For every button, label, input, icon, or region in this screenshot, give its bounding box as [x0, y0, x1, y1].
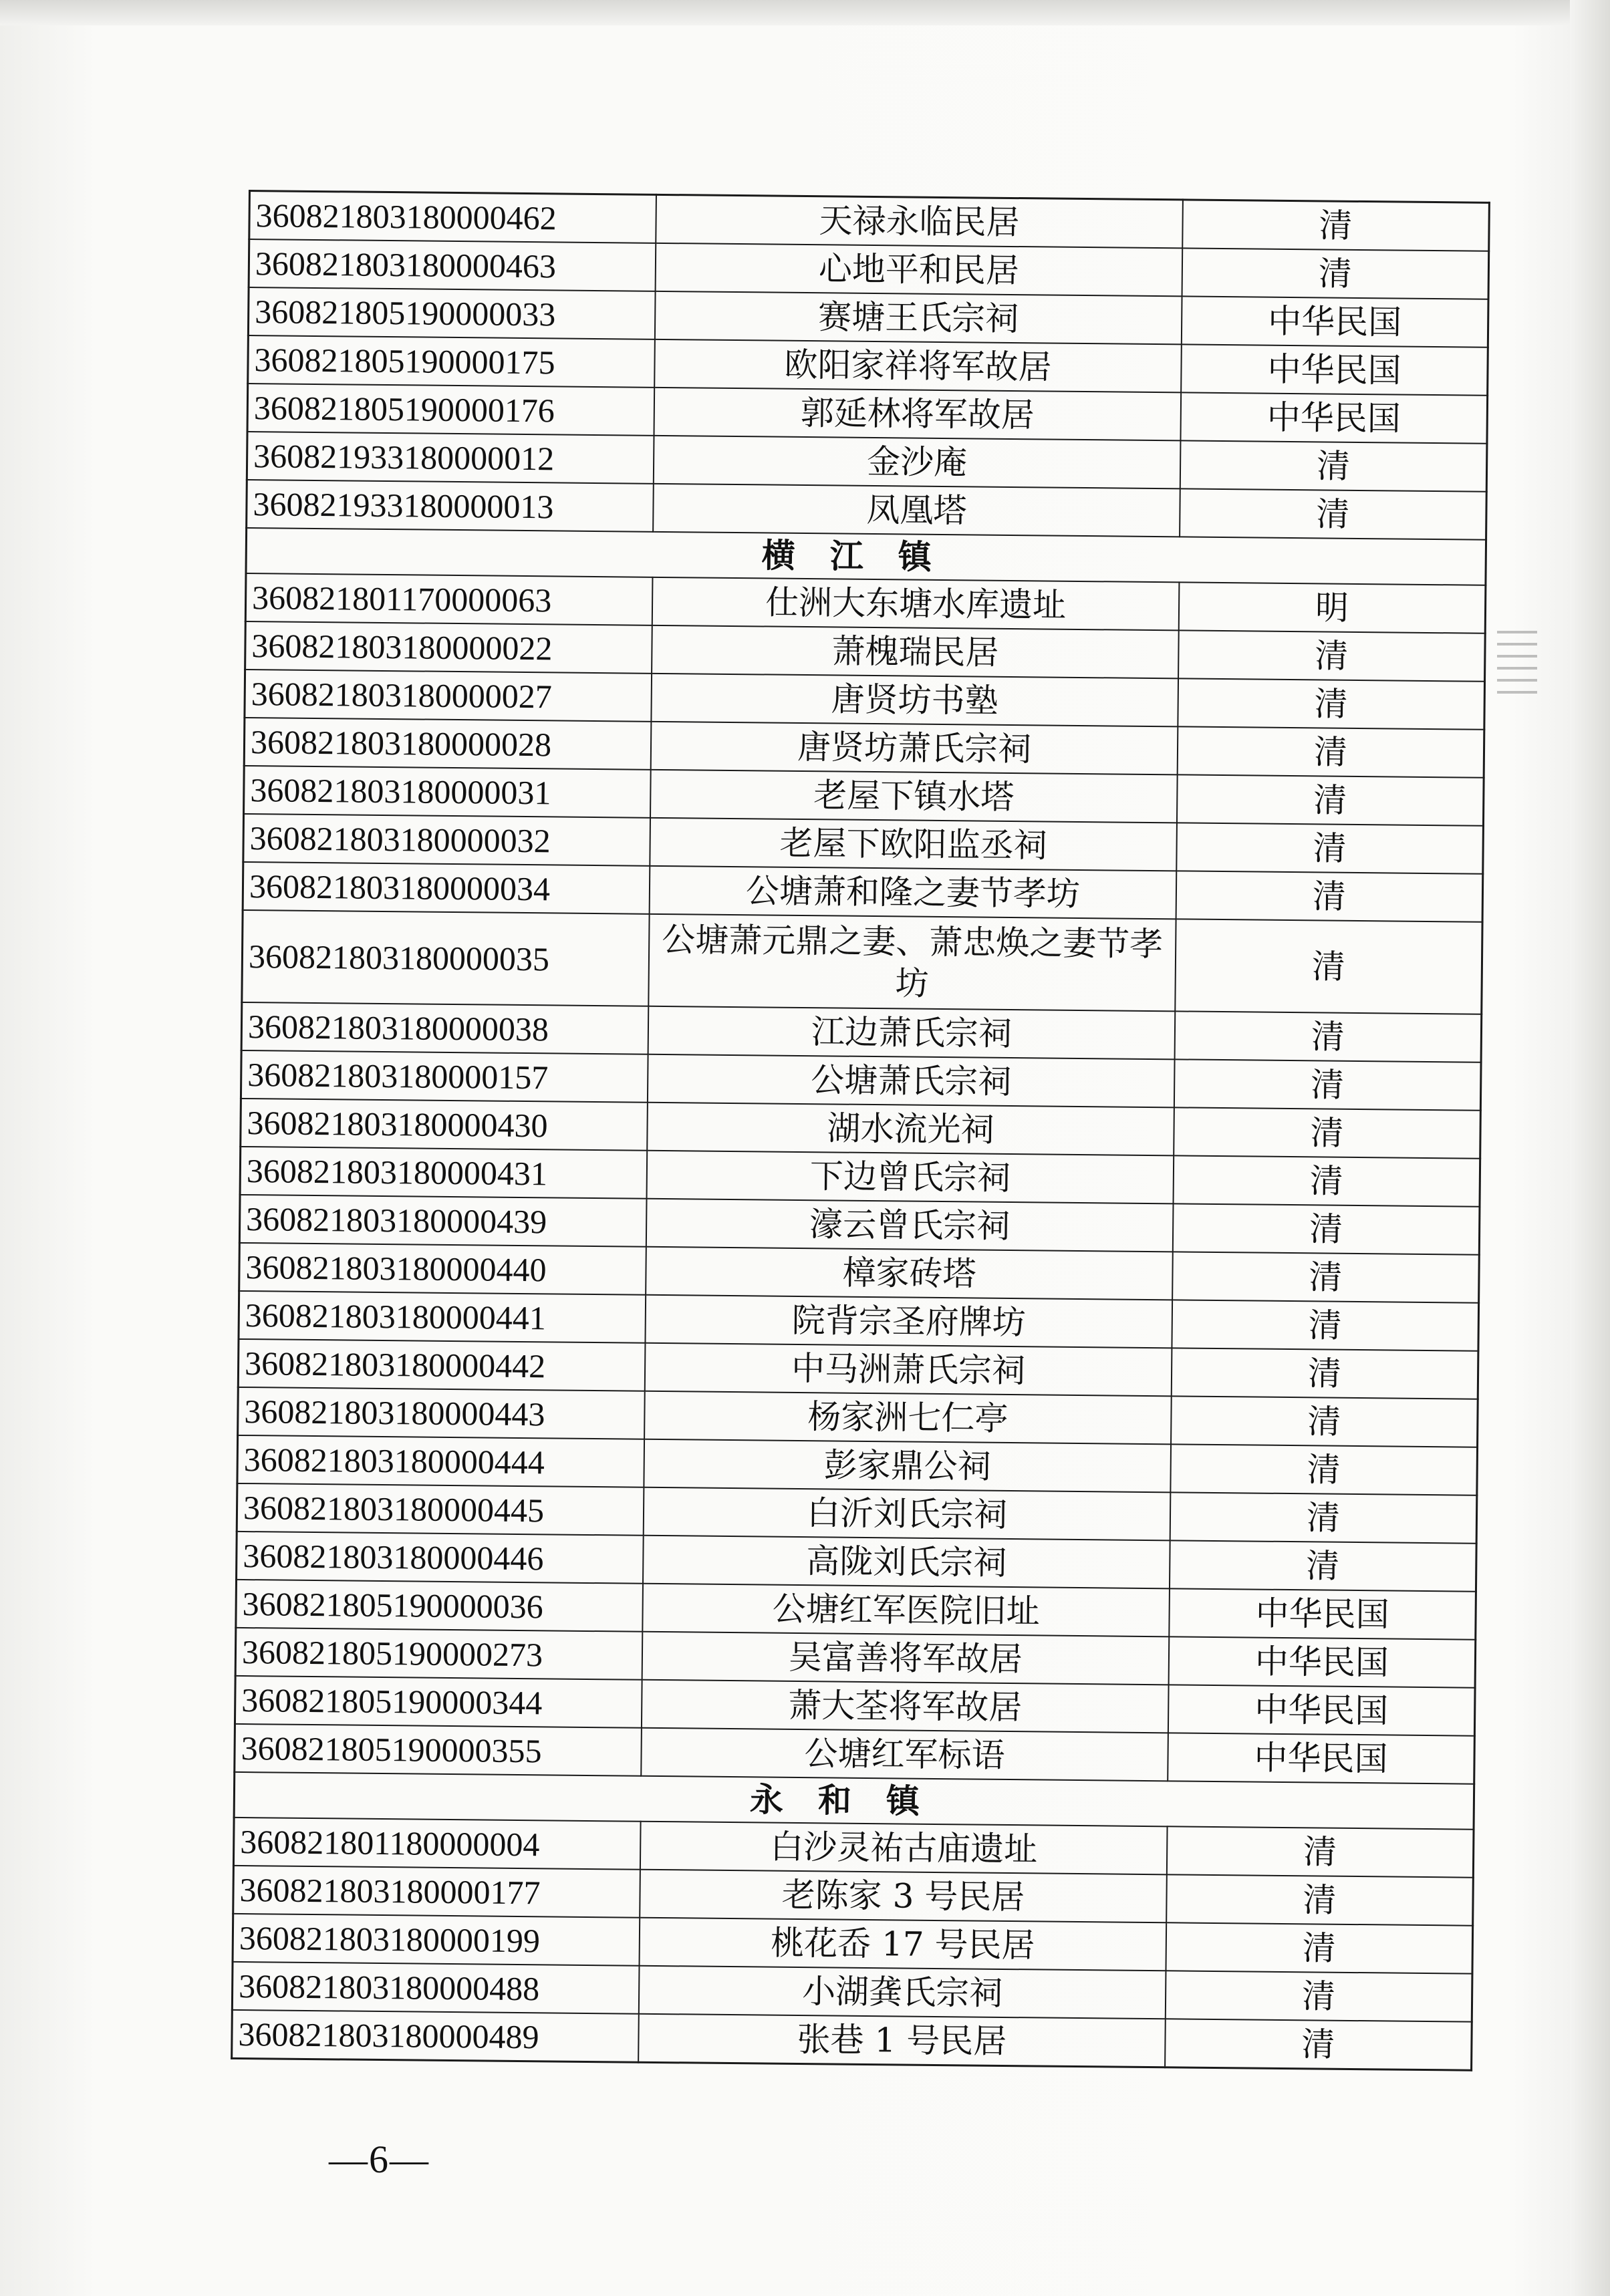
era-cell: 清	[1175, 919, 1482, 1014]
heritage-code-cell: 360821803180000446	[237, 1532, 644, 1584]
heritage-code-cell: 360821805190000176	[247, 384, 654, 436]
site-name-cell: 老屋下镇水塔	[650, 770, 1178, 823]
era-cell: 清	[1172, 1348, 1478, 1399]
era-cell: 清	[1178, 630, 1485, 681]
site-name-cell: 高陇刘氏宗祠	[643, 1536, 1170, 1589]
heritage-code-cell: 360821803180000431	[240, 1147, 647, 1199]
site-name-cell: 萧大荃将军故居	[642, 1680, 1169, 1733]
era-cell: 清	[1170, 1444, 1477, 1495]
heritage-code-cell: 360821803180000439	[239, 1195, 646, 1247]
site-name-cell: 唐贤坊书塾	[651, 674, 1178, 727]
heritage-code-cell: 360821803180000027	[245, 670, 652, 722]
era-cell: 中华民国	[1169, 1588, 1476, 1639]
site-name-cell: 公塘萧和隆之妻节孝坊	[650, 866, 1177, 919]
heritage-code-cell: 360821803180000442	[238, 1339, 645, 1391]
site-name-cell: 心地平和民居	[656, 243, 1183, 297]
era-cell: 中华民国	[1169, 1636, 1476, 1687]
heritage-table-body	[232, 191, 1490, 2071]
heritage-code-cell: 360821803180000199	[233, 1914, 640, 1966]
heritage-code-cell: 360821805190000033	[248, 287, 655, 339]
heritage-code-cell: 360821801180000004	[233, 1818, 640, 1870]
table-row	[242, 910, 1482, 1014]
site-name-cell: 萧槐瑞民居	[652, 625, 1179, 679]
era-cell: 清	[1172, 1300, 1478, 1350]
heritage-code-cell: 360821805190000355	[235, 1724, 642, 1776]
era-cell: 清	[1167, 1826, 1474, 1877]
site-name-cell: 公塘萧氏宗祠	[648, 1054, 1175, 1108]
site-name-cell: 桃花岙 17 号民居	[640, 1918, 1167, 1971]
era-cell: 清	[1170, 1540, 1476, 1591]
era-cell: 清	[1173, 1203, 1480, 1254]
scan-smudge	[1497, 621, 1537, 702]
site-name-cell: 江边萧氏宗祠	[648, 1006, 1176, 1060]
heritage-code-cell: 360821803180000038	[241, 1002, 648, 1054]
site-name-cell: 凤凰塔	[653, 484, 1180, 537]
era-cell: 清	[1166, 1971, 1472, 2021]
era-cell: 清	[1173, 1155, 1480, 1206]
era-cell: 清	[1178, 726, 1484, 777]
site-name-cell: 赛塘王氏宗祠	[655, 291, 1182, 345]
era-cell: 清	[1166, 1922, 1472, 1973]
heritage-table-container	[238, 190, 1476, 2064]
heritage-code-cell: 360821803180000445	[237, 1483, 644, 1536]
site-name-cell: 仕洲大东塘水库遗址	[652, 577, 1180, 631]
site-name-cell: 白沙灵祐古庙遗址	[640, 1822, 1168, 1875]
era-cell: 清	[1178, 678, 1484, 729]
era-cell: 清	[1165, 2019, 1472, 2070]
heritage-code-cell: 360821803180000444	[237, 1435, 644, 1487]
heritage-code-cell: 360821803180000035	[242, 910, 650, 1006]
site-name-cell: 公塘萧元鼎之妻、萧忠焕之妻节孝坊	[648, 914, 1176, 1012]
site-name-cell: 公塘红军标语	[641, 1728, 1168, 1781]
heritage-code-cell: 360821803180000177	[233, 1866, 640, 1918]
heritage-code-cell: 360821933180000012	[247, 432, 654, 484]
town-name: 永和镇	[234, 1772, 1474, 1830]
town-name: 横江镇	[246, 528, 1486, 585]
site-name-cell: 下边曾氏宗祠	[647, 1151, 1174, 1204]
heritage-code-cell: 360821805190000344	[235, 1676, 642, 1728]
site-name-cell: 老屋下欧阳监丞祠	[650, 818, 1177, 871]
site-name-cell: 吴富善将军故居	[642, 1632, 1170, 1685]
heritage-code-cell: 360821805190000175	[248, 335, 655, 388]
heritage-code-cell: 360821933180000013	[247, 480, 654, 532]
era-cell: 清	[1174, 1107, 1480, 1158]
era-cell: 清	[1171, 1396, 1478, 1447]
era-cell: 中华民国	[1180, 392, 1487, 443]
site-name-cell: 金沙庵	[654, 436, 1181, 489]
heritage-code-cell: 360821803180000031	[244, 766, 651, 818]
site-name-cell: 中马洲萧氏宗祠	[645, 1343, 1172, 1397]
era-cell: 清	[1172, 1252, 1479, 1302]
era-cell: 中华民国	[1181, 344, 1488, 395]
site-name-cell: 湖水流光祠	[647, 1103, 1174, 1156]
era-cell: 清	[1177, 774, 1484, 825]
page-number: —6—	[329, 2138, 430, 2181]
era-cell: 明	[1179, 582, 1486, 633]
era-cell: 清	[1182, 248, 1489, 299]
heritage-table	[231, 190, 1490, 2071]
site-name-cell: 濠云曾氏宗祠	[646, 1199, 1174, 1252]
era-cell: 中华民国	[1182, 296, 1488, 347]
heritage-code-cell: 360821803180000032	[243, 814, 650, 866]
heritage-code-cell: 360821803180000488	[232, 1962, 639, 2014]
site-name-cell: 公塘红军医院旧址	[642, 1584, 1170, 1637]
heritage-code-cell: 360821803180000489	[232, 2010, 639, 2062]
era-cell: 清	[1166, 1874, 1473, 1925]
heritage-code-cell: 360821803180000157	[241, 1050, 648, 1103]
site-name-cell: 老陈家 3 号民居	[640, 1870, 1167, 1923]
site-name-cell: 天禄永临民居	[656, 194, 1183, 248]
heritage-code-cell: 360821803180000441	[239, 1291, 646, 1343]
heritage-code-cell: 360821805190000273	[235, 1628, 642, 1680]
site-name-cell: 白沂刘氏宗祠	[644, 1487, 1171, 1541]
heritage-code-cell: 360821803180000462	[249, 191, 656, 243]
era-cell: 清	[1180, 488, 1486, 539]
site-name-cell: 张巷 1 号民居	[638, 2014, 1166, 2067]
era-cell: 中华民国	[1168, 1685, 1475, 1735]
era-cell: 清	[1174, 1059, 1481, 1110]
site-name-cell: 小湖龚氏宗祠	[639, 1966, 1166, 2019]
site-name-cell: 彭家鼎公祠	[644, 1439, 1171, 1493]
era-cell: 清	[1176, 823, 1483, 873]
heritage-code-cell: 360821803180000463	[249, 239, 656, 291]
era-cell: 清	[1176, 871, 1483, 921]
heritage-code-cell: 360821803180000034	[243, 862, 650, 914]
site-name-cell: 欧阳家祥将军故居	[654, 339, 1182, 393]
heritage-code-cell: 360821805190000036	[236, 1580, 643, 1632]
heritage-code-cell: 360821803180000440	[239, 1243, 646, 1295]
scan-edge-right	[1570, 0, 1610, 2296]
era-cell: 清	[1182, 200, 1489, 251]
site-name-cell: 杨家洲七仁亭	[644, 1391, 1172, 1445]
heritage-code-cell: 360821801170000063	[245, 573, 652, 625]
heritage-code-cell: 360821803180000443	[238, 1387, 645, 1439]
site-name-cell: 樟家砖塔	[646, 1247, 1173, 1300]
heritage-code-cell: 360821803180000028	[244, 718, 651, 770]
heritage-code-cell: 360821803180000430	[241, 1099, 648, 1151]
site-name-cell: 院背宗圣府牌坊	[645, 1295, 1172, 1348]
heritage-code-cell: 360821803180000022	[245, 621, 652, 674]
era-cell: 清	[1170, 1492, 1477, 1543]
era-cell: 中华民国	[1168, 1733, 1474, 1783]
era-cell: 清	[1175, 1011, 1482, 1062]
era-cell: 清	[1180, 440, 1487, 491]
site-name-cell: 郭延林将军故居	[654, 388, 1181, 441]
site-name-cell: 唐贤坊萧氏宗祠	[651, 722, 1178, 775]
scan-edge-top	[0, 0, 1610, 25]
